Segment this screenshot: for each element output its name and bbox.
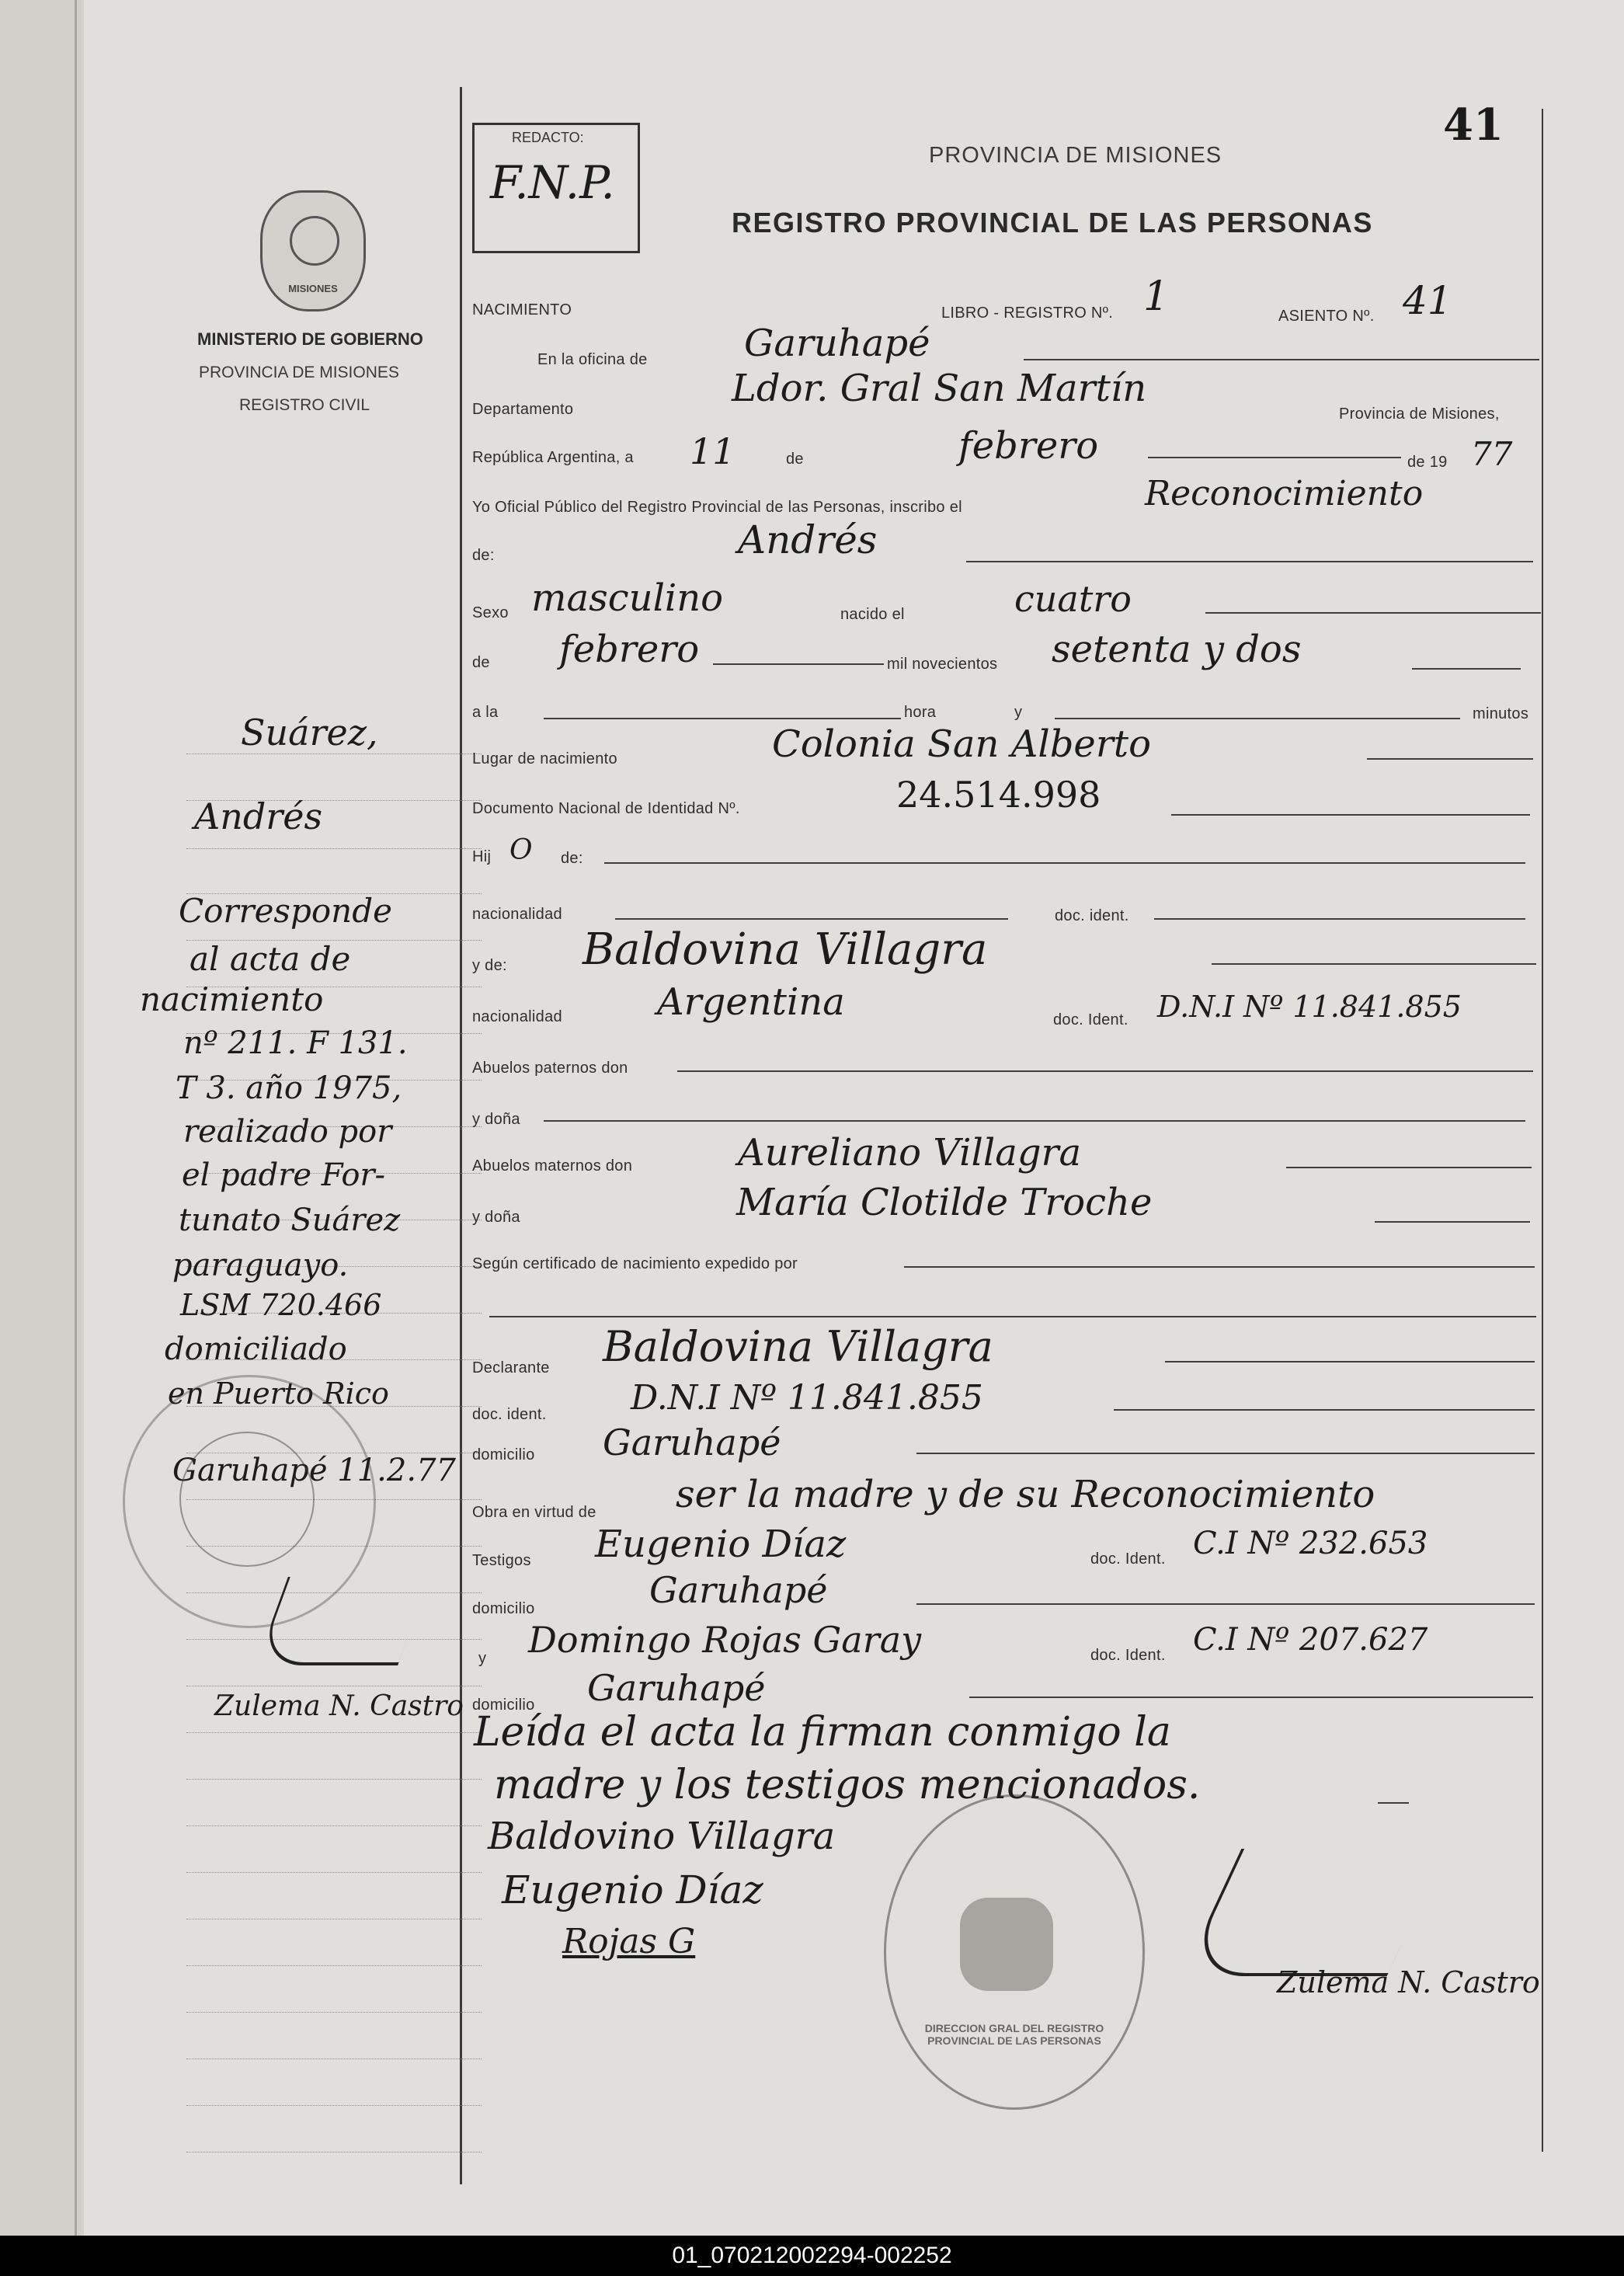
margin-rule bbox=[186, 2105, 482, 2106]
asiento-label: ASIENTO Nº. bbox=[1278, 308, 1375, 325]
abuelos-maternos-label: Abuelos maternos don bbox=[472, 1157, 633, 1175]
act-type-label: NACIMIENTO bbox=[472, 301, 572, 318]
abuelos-paternos-line bbox=[677, 1070, 1533, 1072]
margin-rule bbox=[186, 1965, 482, 1966]
margin-note-line: nacimiento bbox=[140, 980, 324, 1018]
testigos-label: Testigos bbox=[472, 1552, 531, 1569]
margin-rule bbox=[186, 2012, 482, 2013]
margin-note-line: paraguayo. bbox=[172, 1248, 349, 1283]
segun-line bbox=[904, 1266, 1535, 1268]
page-number: 41 bbox=[1443, 99, 1504, 151]
margin-rule bbox=[186, 848, 482, 849]
domicilio3-label: domicilio bbox=[472, 1697, 535, 1714]
footer-id: 01_070212002294-002252 bbox=[0, 2236, 1624, 2276]
margin-rule bbox=[186, 753, 482, 754]
minutos-label: minutos bbox=[1473, 705, 1529, 722]
docident1-label: doc. ident. bbox=[1055, 907, 1129, 924]
y-dona1-line bbox=[544, 1120, 1525, 1122]
asiento-value: 41 bbox=[1403, 278, 1452, 323]
domicilio1-value: Garuhapé bbox=[603, 1422, 781, 1463]
abuelo-materno-line bbox=[1286, 1167, 1532, 1168]
de-label: de bbox=[786, 451, 804, 468]
stamp-text: DIRECCION GRAL DEL REGISTRO PROVINCIAL DE LAS PERSONAS bbox=[924, 2022, 1104, 2047]
y-label: y bbox=[1014, 704, 1023, 721]
y-de-label: y de: bbox=[472, 957, 507, 974]
seal-sun-icon bbox=[290, 216, 339, 266]
nacido-label: nacido el bbox=[840, 606, 905, 623]
dni-line bbox=[1171, 814, 1530, 816]
libro-value: 1 bbox=[1143, 273, 1170, 320]
provincia-label: Provincia de Misiones, bbox=[1339, 405, 1500, 423]
year-value: 77 bbox=[1471, 435, 1513, 473]
margin-note-line: Corresponde bbox=[179, 892, 392, 930]
hora-line bbox=[544, 718, 901, 719]
abuelo-materno-value: Aureliano Villagra bbox=[738, 1131, 1082, 1175]
nacionalidad1-line bbox=[615, 918, 1008, 920]
testigo2-value: Domingo Rojas Garay bbox=[528, 1619, 922, 1661]
margin-note-line: nº 211. F 131. bbox=[183, 1025, 408, 1061]
domicilio1-line bbox=[916, 1453, 1535, 1454]
signature-witness-2: Rojas G bbox=[562, 1922, 696, 1961]
domicilio2-label: domicilio bbox=[472, 1600, 535, 1617]
provincial-seal bbox=[260, 190, 366, 311]
registry-header: REGISTRO PROVINCIAL DE LAS PERSONAS bbox=[732, 207, 1373, 238]
margin-surname: Suárez, bbox=[241, 712, 378, 753]
margin-note-line: en Puerto Rico bbox=[168, 1376, 389, 1411]
departamento-label: Departamento bbox=[472, 401, 574, 418]
margin-note-line: domiciliado bbox=[165, 1331, 347, 1367]
margin-note-line: realizado por bbox=[183, 1114, 392, 1150]
nombre-line bbox=[966, 561, 1533, 562]
y-dona2-label: y doña bbox=[472, 1209, 520, 1226]
declarante-line bbox=[1165, 1361, 1535, 1362]
margin-given-name: Andrés bbox=[194, 795, 323, 837]
margin-note-line: tunato Suárez bbox=[179, 1202, 401, 1238]
margin-rule bbox=[186, 1872, 482, 1873]
declarante-value: Baldovina Villagra bbox=[603, 1322, 993, 1371]
docident3-value: D.N.I Nº 11.841.855 bbox=[631, 1378, 983, 1418]
signature-witness-1: Eugenio Díaz bbox=[502, 1867, 763, 1912]
closing-line-dash bbox=[1378, 1802, 1409, 1804]
docident5-value: C.I Nº 207.627 bbox=[1193, 1622, 1428, 1658]
madre-value: Baldovina Villagra bbox=[582, 924, 988, 975]
oficina-label: En la oficina de bbox=[537, 351, 648, 368]
domicilio3-value: Garuhapé bbox=[587, 1667, 766, 1709]
redacto-initials: F.N.P. bbox=[490, 156, 615, 209]
hijo-label: Hij bbox=[472, 848, 492, 865]
de-mes-label: de bbox=[472, 654, 490, 671]
margin-note-line: T 3. año 1975, bbox=[176, 1070, 402, 1106]
right-frame-line bbox=[1542, 109, 1543, 2152]
ministry-title: MINISTERIO DE GOBIERNO bbox=[197, 329, 423, 349]
margin-rule bbox=[186, 1825, 482, 1826]
abuelos-paternos-label: Abuelos paternos don bbox=[472, 1060, 628, 1077]
sexo-label: Sexo bbox=[472, 604, 509, 621]
oficial-label: Yo Oficial Público del Registro Provincial de las Personas, inscribo el bbox=[472, 499, 962, 516]
domicilio3-line bbox=[969, 1697, 1533, 1698]
nacido-month-value: febrero bbox=[559, 628, 700, 671]
month-line bbox=[1148, 457, 1401, 458]
madre-line bbox=[1212, 963, 1536, 965]
signature-mother: Baldovino Villagra bbox=[488, 1815, 836, 1858]
testigo1-value: Eugenio Díaz bbox=[595, 1523, 847, 1566]
domicilio2-line bbox=[916, 1603, 1535, 1605]
y-dona1-label: y doña bbox=[472, 1111, 520, 1128]
year-prefix-label: de 19 bbox=[1407, 454, 1448, 471]
margin-note-line: el padre For- bbox=[182, 1157, 386, 1193]
registry-stamp bbox=[884, 1794, 1145, 2110]
month-value: febrero bbox=[958, 424, 1099, 468]
stamp-photo-area bbox=[960, 1898, 1053, 1991]
oficina-value: Garuhapé bbox=[744, 322, 930, 365]
margin-note-line: al acta de bbox=[190, 940, 351, 978]
margin-rule bbox=[186, 2058, 482, 2059]
official-stamp bbox=[123, 1375, 376, 1628]
nacido-year-value: setenta y dos bbox=[1052, 628, 1302, 671]
margin-note-line: LSM 720.466 bbox=[180, 1288, 382, 1322]
redacto-box bbox=[472, 123, 640, 253]
left-frame-line bbox=[460, 87, 462, 2184]
nacido-year-line bbox=[1412, 668, 1521, 670]
segun-line-2 bbox=[489, 1316, 1536, 1317]
sexo-value: masculino bbox=[531, 576, 724, 620]
margin-signature-name: Zulema N. Castro bbox=[214, 1690, 464, 1722]
y2-label: y bbox=[478, 1650, 487, 1667]
obra-label: Obra en virtud de bbox=[472, 1504, 596, 1521]
docident3-label: doc. ident. bbox=[472, 1406, 547, 1423]
nacido-day-line bbox=[1205, 612, 1541, 614]
lugar-line bbox=[1367, 758, 1533, 760]
hijo-suffix: O bbox=[509, 834, 533, 866]
docident1-line bbox=[1154, 918, 1525, 920]
hijo-de-label: de: bbox=[561, 850, 583, 867]
nacido-day-value: cuatro bbox=[1014, 578, 1132, 620]
closing-line-1: Leída el acta la firman conmigo la bbox=[474, 1709, 1171, 1756]
libro-label: LIBRO - REGISTRO Nº. bbox=[941, 305, 1114, 322]
docident3-line bbox=[1114, 1409, 1535, 1411]
seal-text: MISIONES bbox=[288, 283, 338, 294]
margin-rule bbox=[186, 1779, 482, 1780]
nacionalidad2-label: nacionalidad bbox=[472, 1008, 562, 1025]
docident2-label: doc. Ident. bbox=[1053, 1011, 1128, 1028]
day-value: 11 bbox=[690, 430, 735, 472]
stamp-inner-circle bbox=[179, 1432, 315, 1567]
book-spine bbox=[0, 0, 84, 2236]
de-persona-label: de: bbox=[472, 547, 495, 564]
docident4-label: doc. Ident. bbox=[1090, 1550, 1166, 1568]
docident4-value: C.I Nº 232.653 bbox=[1193, 1526, 1428, 1561]
a-la-label: a la bbox=[472, 704, 499, 721]
declarante-label: Declarante bbox=[472, 1359, 550, 1376]
lugar-label: Lugar de nacimiento bbox=[472, 750, 617, 767]
obra-value: ser la madre y de su Reconocimiento bbox=[676, 1473, 1375, 1516]
spine-edge bbox=[75, 0, 77, 2236]
domicilio1-label: domicilio bbox=[472, 1446, 535, 1463]
dni-label: Documento Nacional de Identidad Nº. bbox=[472, 800, 740, 817]
abuela-materna-line bbox=[1375, 1221, 1530, 1223]
departamento-value: Ldor. Gral San Martín bbox=[732, 367, 1147, 410]
minutos-line bbox=[1055, 718, 1460, 719]
oficina-line bbox=[1024, 359, 1539, 360]
closing-line-2: madre y los testigos mencionados. bbox=[494, 1762, 1201, 1808]
hora-label: hora bbox=[904, 704, 937, 721]
hijo-line bbox=[604, 862, 1525, 864]
inscribo-value: Reconocimiento bbox=[1145, 474, 1424, 513]
segun-label: Según certificado de nacimiento expedido por bbox=[472, 1255, 798, 1272]
mil-label: mil novecientos bbox=[887, 656, 998, 673]
nombre-value: Andrés bbox=[738, 517, 878, 562]
docident2-value: D.N.I Nº 11.841.855 bbox=[1157, 990, 1462, 1024]
lugar-value: Colonia San Alberto bbox=[772, 722, 1151, 766]
province-header: PROVINCIA DE MISIONES bbox=[929, 143, 1222, 168]
margin-rule bbox=[186, 1732, 482, 1733]
nacionalidad1-label: nacionalidad bbox=[472, 906, 562, 923]
margin-place-date: Garuhapé 11.2.77 bbox=[172, 1453, 456, 1488]
redacto-label: REDACTO: bbox=[512, 130, 584, 145]
nacido-month-line bbox=[713, 663, 884, 665]
nacionalidad2-value: Argentina bbox=[657, 980, 845, 1024]
ministry-province: PROVINCIA DE MISIONES bbox=[199, 364, 399, 381]
official-signature-name: Zulema N. Castro bbox=[1277, 1965, 1540, 1999]
ministry-registry: REGISTRO CIVIL bbox=[239, 396, 370, 414]
republica-label: República Argentina, a bbox=[472, 449, 634, 466]
domicilio2-value: Garuhapé bbox=[649, 1569, 828, 1611]
dni-value: 24.514.998 bbox=[896, 774, 1101, 816]
docident5-label: doc. Ident. bbox=[1090, 1647, 1166, 1664]
abuela-materna-value: María Clotilde Troche bbox=[736, 1181, 1153, 1224]
